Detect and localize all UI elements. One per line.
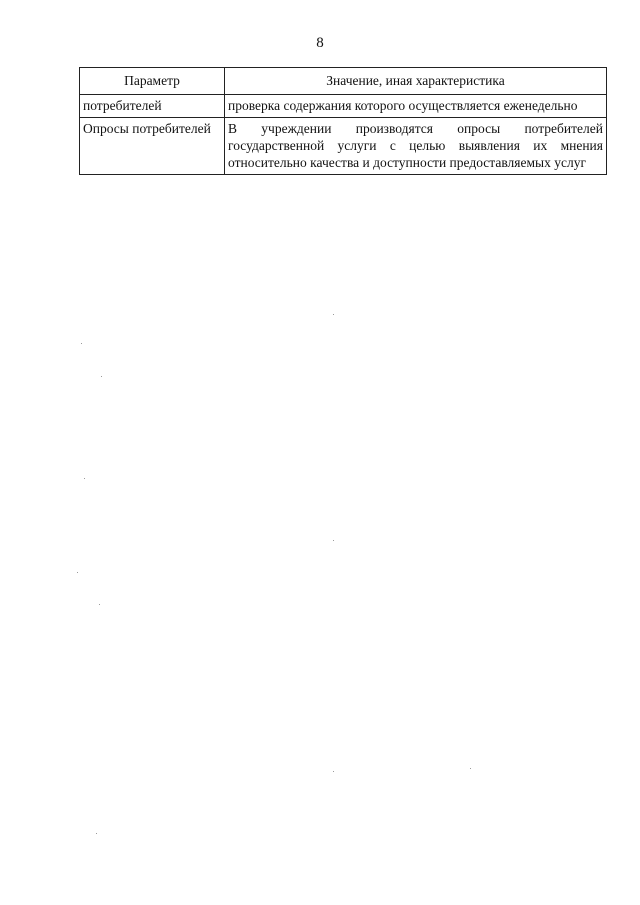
column-header-parameter: Параметр: [80, 68, 225, 95]
value-cell: В учреждении производятся опросы потребителей государственной услуги с целью выявления их мнения относительно качества и доступности предоставляемых услуг: [225, 118, 607, 175]
table-row: [80, 95, 607, 118]
page-number: 8: [316, 35, 324, 51]
table-header-row: [80, 68, 607, 95]
parameter-table: [79, 67, 607, 175]
table-row: [80, 118, 607, 175]
parameter-cell: потребителей: [80, 95, 225, 118]
column-header-value: Значение, иная характеристика: [225, 68, 607, 95]
parameter-cell: Опросы потребителей: [80, 118, 225, 175]
value-cell: проверка содержания которого осуществляется еженедельно: [225, 95, 607, 118]
